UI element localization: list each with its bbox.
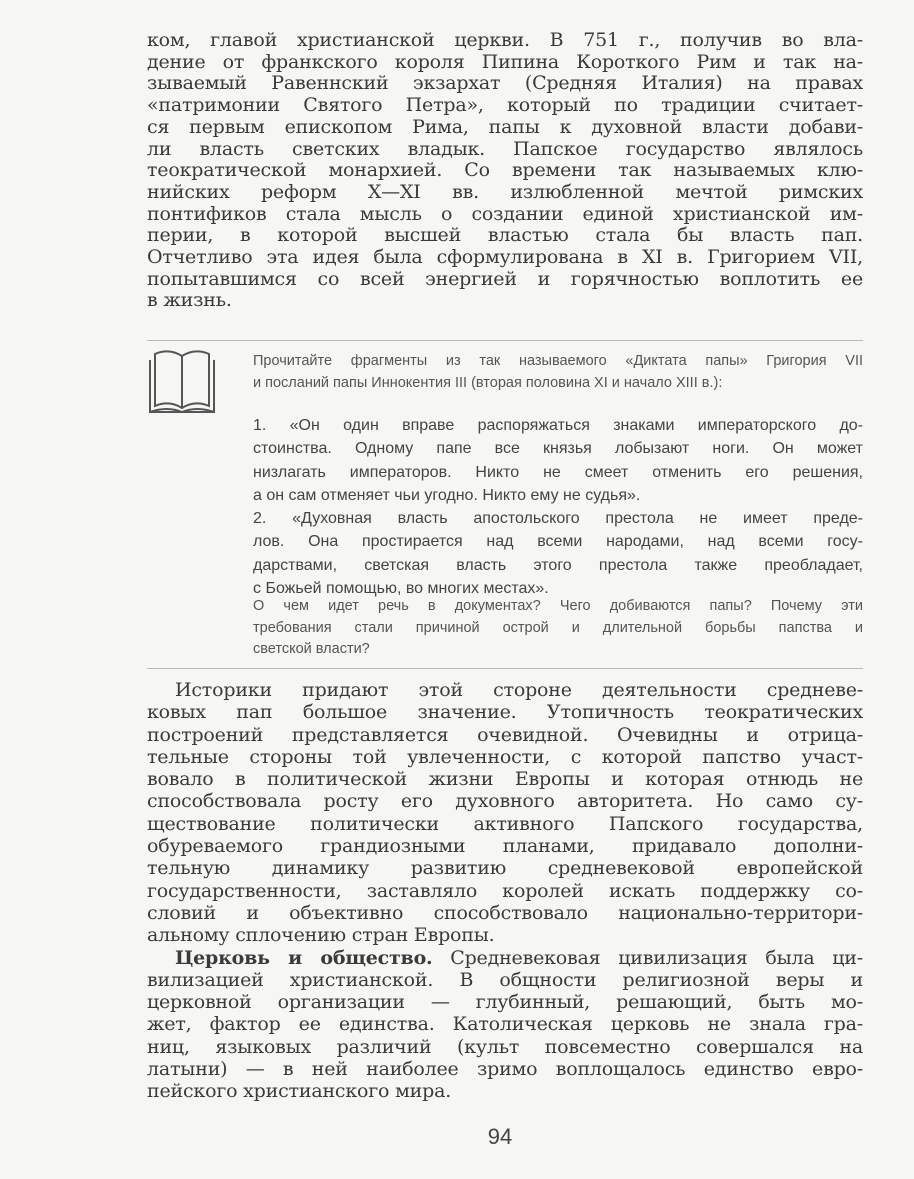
text-line: Отчетливо эта идея была сформулирована в XI в. Григорием VII, [147, 247, 863, 269]
book-icon [147, 348, 217, 418]
text-line: ли власть светских владык. Папское государство являлось [147, 138, 863, 160]
text-line: 1. «Он один вправе распоряжаться знаками императорского до- [253, 417, 863, 434]
text-line: тельную динамику развитию средневековой европейской [147, 857, 863, 880]
text-line: жет, фактор ее единства. Католическая церковь не знала гра- [147, 1013, 863, 1036]
text-line: «патримонии Святого Петра», который по традиции считает- [147, 95, 863, 117]
text-line: ковых пап большое значение. Утопичность теократических [147, 701, 863, 724]
text-line: в жизнь. [147, 290, 232, 312]
text-line: низлагать императоров. Никто не смеет отменить его решения, [253, 463, 863, 481]
page-number: 94 [487, 1124, 513, 1149]
text-line: 2. «Духовная власть апостольского престола не имеет преде- [253, 510, 863, 528]
text-line: светской власти? [253, 641, 370, 657]
text-line: О чем идет речь в документах? Чего добиваются папы? Почему эти [253, 598, 863, 614]
text-line: обуреваемого грандиозными планами, придавало дополни- [147, 835, 863, 858]
text-line: словий и объективно способствовало национально-территори- [147, 901, 863, 924]
text-line: и посланий папы Иннокентия III (вторая половина XI и начало XIII в.): [253, 375, 723, 391]
document-intro [253, 350, 863, 394]
text-line: вилизацией христианской. В общности религиозной веры и [147, 968, 863, 991]
box-bottom-rule [147, 668, 863, 669]
text-line: зываемый Равеннский экзархат (Средняя Италия) на правах [147, 73, 863, 95]
text-line: ком, главой христианской церкви. В 751 г., получив во вла- [147, 30, 863, 51]
text-line: пейского христианского мира. [147, 1080, 452, 1103]
text-line: а он сам отменяет чьи угодно. Никто ему не судья». [253, 486, 641, 504]
text-line: способствовала росту его духовного авторитета. Но само су- [147, 790, 863, 813]
text-line: попытавшимся со всей энергией и горячностью воплотить ее [147, 268, 863, 290]
section-heading-line [147, 947, 863, 969]
text-line: ществование политически активного Папского государства, [147, 812, 863, 835]
text-line: лов. Она простирается над всеми народами, над всеми госу- [253, 533, 863, 551]
text-line: теократической монархией. Со времени так называемых клю- [147, 160, 863, 182]
section-heading: Церковь и общество. [175, 946, 433, 969]
text-line: церковной организации — глубинный, решающий, быть мо- [147, 991, 863, 1014]
text-line: нийских реформ X—XI вв. излюбленной мечтой римских [147, 181, 863, 203]
text-line: вовало в политической жизни Европы и которая отнюдь не [147, 768, 863, 791]
text-line: перии, в которой высшей властью стала бы власть пап. [147, 225, 863, 247]
top-paragraph [147, 30, 863, 312]
text-line: ся первым епископом Рима, папы к духовной власти добави- [147, 116, 863, 138]
text-line: ниц, языковых различий (культ повсеместно совершался на [147, 1035, 863, 1058]
lower-text [147, 679, 863, 1103]
text-line: дарствами, светская власть этого престола также преобладает, [253, 556, 863, 574]
text-line: альному сплочению стран Европы. [147, 924, 495, 947]
document-questions [253, 596, 863, 661]
text-line: построений представляется очевидной. Очевидны и отрица- [147, 723, 863, 746]
text-line: стоинства. Одному папе все князья лобызают ноги. Он может [253, 440, 863, 458]
text-line: дение от франкского короля Пипина Короткого Рим и так на- [147, 51, 863, 73]
text-line: государственности, заставляло королей искать поддержку со- [147, 879, 863, 902]
document-fragments [253, 414, 863, 600]
text-line: требования стали причиной острой и длительной борьбы папства и [253, 619, 863, 636]
text-line: Историки придают этой стороне деятельности средневе- [175, 679, 863, 701]
text-line: Прочитайте фрагменты из так называемого «Диктата папы» Григория VII [253, 353, 863, 369]
text-line: латыни) — в ней наиболее зримо воплощалось единство евро- [147, 1058, 863, 1081]
text-line: понтификов стала мысль о создании единой христианской им- [147, 203, 863, 225]
text-fragment: Средневековая цивилизация была ци- [432, 946, 863, 969]
text-line: тельные стороны той увлеченности, с которой папство участ- [147, 745, 863, 768]
text-line: с Божьей помощью, во многих местах». [253, 580, 549, 598]
box-top-rule [147, 340, 863, 341]
